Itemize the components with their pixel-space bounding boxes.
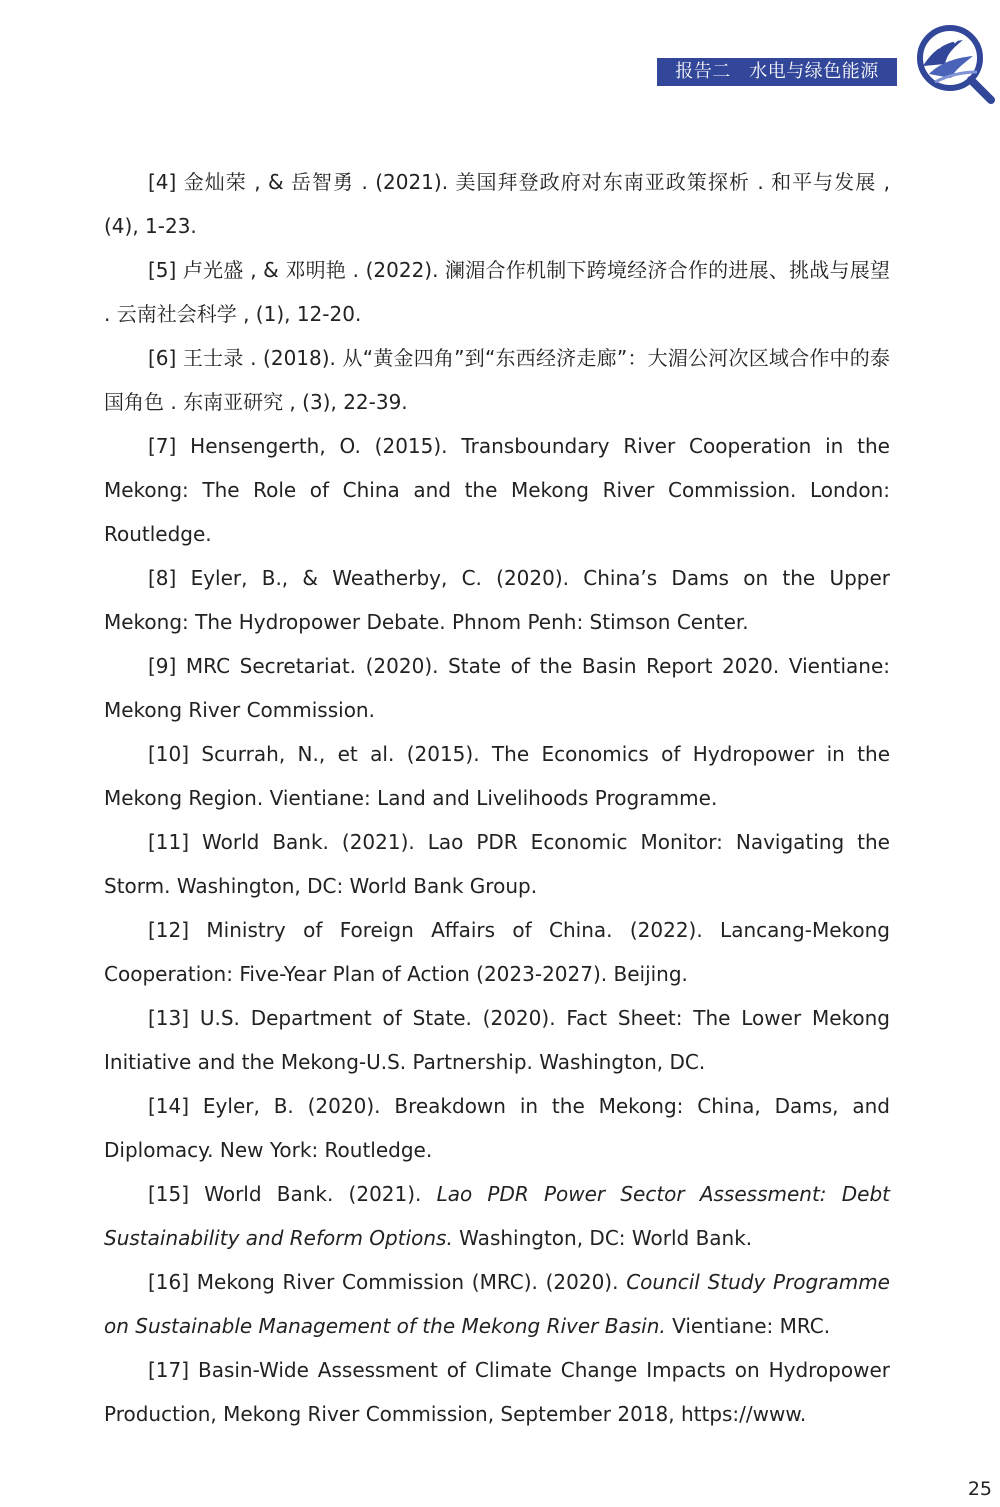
reference-item: [13] U.S. Department of State. (2020). Fact Sheet: The Lower Mekong Initiative and the Mekong-U.S. Partnership. Washington, DC. bbox=[104, 1006, 890, 1074]
reference-item: [9] MRC Secretariat. (2020). State of the Basin Report 2020. Vientiane: Mekong River Commission. bbox=[104, 654, 890, 722]
reference-item: [12] Ministry of Foreign Affairs of China. (2022). Lancang-Mekong Cooperation: Five-Year Plan of Action (2023-2027). Beijing. bbox=[104, 918, 890, 986]
reference-item: [14] Eyler, B. (2020). Breakdown in the Mekong: China, Dams, and Diplomacy. New York: Routledge. bbox=[104, 1094, 890, 1162]
reference-item: [10] Scurrah, N., et al. (2015). The Economics of Hydropower in the Mekong Region. Vientiane: Land and Livelihoods Programme. bbox=[104, 742, 890, 810]
reference-item: [8] Eyler, B., & Weatherby, C. (2020). China’s Dams on the Upper Mekong: The Hydropower Debate. Phnom Penh: Stimson Center. bbox=[104, 566, 890, 634]
section-header-label: 报告二 水电与绿色能源 bbox=[657, 58, 897, 86]
reference-item: [11] World Bank. (2021). Lao PDR Economic Monitor: Navigating the Storm. Washington, DC: World Bank Group. bbox=[104, 830, 890, 898]
page-number: 25 bbox=[967, 1478, 992, 1500]
reference-item: [4] 金灿荣 , & 岳智勇 . (2021). 美国拜登政府对东南亚政策探析 . 和平与发展 , (4), 1-23. bbox=[104, 170, 890, 238]
reference-item: [7] Hensengerth, O. (2015). Transboundary River Cooperation in the Mekong: The Role of China and the Mekong River Commission. London: Routledge. bbox=[104, 434, 890, 546]
magnifier-river-logo-icon bbox=[905, 20, 1000, 105]
reference-italic-title: Lao PDR Power Sector Assessment: Debt Sustainability and Reform Options. bbox=[104, 1182, 890, 1250]
reference-item: [5] 卢光盛 , & 邓明艳 . (2022). 澜湄合作机制下跨境经济合作的进展、挑战与展望 . 云南社会科学 , (1), 12-20. bbox=[104, 258, 890, 326]
reference-item bbox=[104, 1260, 890, 1348]
reference-suffix: Washington, DC: World Bank. bbox=[452, 1226, 753, 1250]
reference-item: [17] Basin-Wide Assessment of Climate Change Impacts on Hydropower Production, Mekong River Commission, September 2018, https://www. bbox=[104, 1358, 890, 1426]
reference-italic-title: Council Study Programme on Sustainable Management of the Mekong River Basin. bbox=[104, 1270, 890, 1338]
reference-prefix: [16] Mekong River Commission (MRC). (2020). bbox=[148, 1270, 627, 1294]
reference-item: [6] 王士录 . (2018). 从“黄金四角”到“东西经济走廊”：大湄公河次区域合作中的泰国角色 . 东南亚研究 , (3), 22-39. bbox=[104, 346, 890, 414]
reference-item bbox=[104, 1172, 890, 1260]
reference-list bbox=[104, 160, 890, 1436]
reference-prefix: [15] World Bank. (2021). bbox=[148, 1182, 437, 1206]
reference-suffix: Vientiane: MRC. bbox=[665, 1314, 831, 1338]
